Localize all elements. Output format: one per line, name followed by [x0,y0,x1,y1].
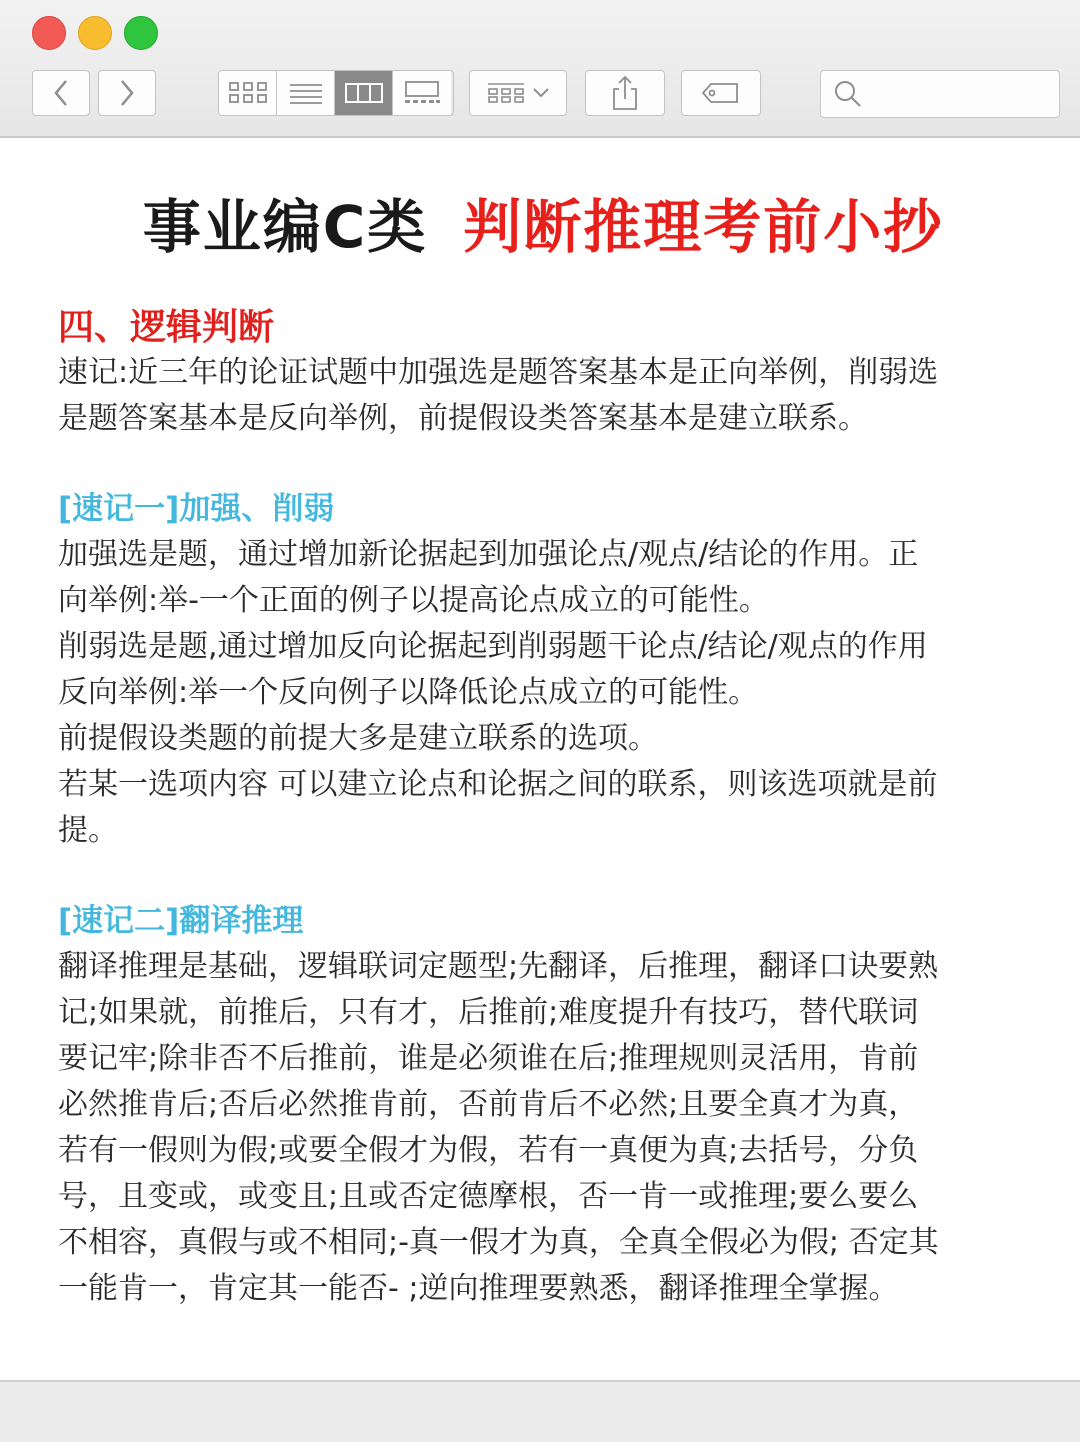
arrange-grid-icon [486,81,526,105]
text-line: 必然推肯后;否后必然推肯前，否前肯后不必然;且要全真才为真， [58,1087,919,1122]
search-icon [833,79,863,109]
text-line: 翻译推理是基础，逻辑联词定题型;先翻译，后推理，翻译口诀要熟 [58,949,939,984]
gallery-view-button[interactable] [393,71,451,115]
text-line: 若某一选项内容 可以建立论点和论据之间的联系，则该选项就是前 [58,767,938,802]
text-line: 是题答案基本是反向举例，前提假设类答案基本是建立联系。 [58,401,868,436]
page-title [58,180,1028,261]
text-line: 前提假设类题的前提大多是建立联系的选项。 [58,721,658,756]
text-line: 要记牢;除非否不后推前，谁是必须谁在后;推理规则灵活用，肯前 [58,1041,919,1076]
text-line: 提。 [58,813,118,848]
text-line: 削弱选是题,通过增加反向论据起到削弱题干论点/结论/观点的作用 [58,629,928,664]
text-line: 记;如果就，前推后，只有才，后推前;难度提升有技巧，替代联词 [58,995,919,1030]
subheading-strengthen-weaken: [速记一]加强、削弱 [58,491,335,527]
subheading-translation-reasoning: [速记二]翻译推理 [58,903,304,939]
window-bottom-bar [0,1380,1080,1442]
text-line: 反向举例:举一个反向例子以降低论点成立的可能性。 [58,675,759,710]
chevron-down-icon [532,87,550,99]
translation-reasoning-paragraph [58,944,1028,1312]
note-content [58,136,1028,1312]
text-line: 不相容，真假与或不相同;-真一假才为真，全真全假必为假; 否定其 [58,1225,939,1260]
title-red-part: 判断推理考前小抄 [463,193,944,261]
share-icon [610,75,640,111]
forward-button[interactable] [98,70,156,116]
back-button[interactable] [32,70,90,116]
list-view-button[interactable] [277,71,335,115]
minimize-window-button[interactable] [78,16,112,50]
search-input[interactable] [871,81,1055,107]
chevron-right-icon [117,78,137,108]
chevron-left-icon [51,78,71,108]
search-field[interactable] [820,70,1060,118]
view-mode-segmented-control [218,70,454,116]
arrange-menu-button[interactable] [469,70,567,116]
window-titlebar [0,0,1080,138]
text-line: 若有一假则为假;或要全假才为假，若有一真便为真;去括号，分负 [58,1133,919,1168]
text-line: 号，且变或，或变且;且或否定德摩根，否一肯一或推理;要么要么 [58,1179,919,1214]
gallery-icon [402,80,442,106]
grid-icon [228,81,268,105]
share-button[interactable] [585,70,665,116]
strengthen-weaken-paragraph [58,532,1028,854]
tag-icon [701,81,741,105]
icon-view-button[interactable] [219,71,277,115]
tag-button[interactable] [681,70,761,116]
text-line: 向举例:举-一个正面的例子以提高论点成立的可能性。 [58,583,769,618]
list-icon [288,81,324,105]
title-black-part: 事业编C类 [142,193,428,261]
intro-paragraph [58,350,1028,442]
text-line: 速记:近三年的论证试题中加强选是题答案基本是正向举例，削弱选 [58,355,939,390]
text-line: 加强选是题，通过增加新论据起到加强论点/观点/结论的作用。正 [58,537,919,572]
column-view-button[interactable] [335,71,393,115]
text-line: 一能肯一，肯定其一能否- ;逆向推理要熟悉，翻译推理全掌握。 [58,1271,899,1306]
section-heading: 四、逻辑判断 [58,307,275,348]
zoom-window-button[interactable] [124,16,158,50]
close-window-button[interactable] [32,16,66,50]
columns-icon [344,81,384,105]
